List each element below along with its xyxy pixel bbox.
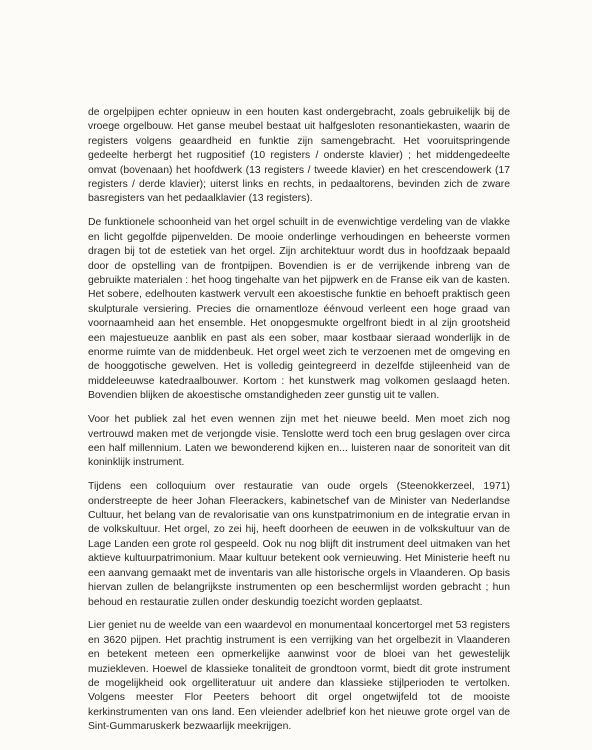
paragraph-2: De funktionele schoonheid van het orgel schuilt in de evenwichtige verdeling van de vlakke en licht gegolfde pijpenvelden. De mooie onderlinge verhoudingen en beheerste vormen dragen bij tot de estetiek van het orgel. Zijn architektuur wordt dus in hoofdzaak bepaald door de opstelling van de frontpijpen. Bovendien is er de verrijkende inbreng van de gebruikte materialen : het hoog tingehalte van het pijpwerk en de Franse eik van de kasten. Het sobere, edelhouten kastwerk vervult een akoestische funktie en behoeft praktisch geen skulpturale versiering. Precies die ornamentloze éénvoud verleent een hoge graad van voornaamheid aan het ensemble. Het onopgesmukte orgelfront biedt in al zijn grootsheid een majestueuze aanblik en past als een sober, maar kostbaar sieraad wonderlijk in de enorme ruimte van de middenbeuk. Het orgel weet zich te verzoenen met de omgeving en de hooggotische gewelven. Het is volledig geintegreerd in dezelfde stijleenheid van de middeleeuwse katedraalbouwer. Kortom : het kunstwerk mag volkomen geslaagd heten. Bovendien blijken de akoestische omstandigheden zeer gunstig uit te vallen. [88, 217, 510, 402]
paragraph-1: de orgelpijpen echter opnieuw in een houten kast ondergebracht, zoals gebruikelijk bij de vroege orgelbouw. Het ganse meubel bestaat uit halfgesloten resonantiekasten, waarin de registers volgens geaardheid en funktie zijn samengebracht. Het vooruitspringende gedeelte herbergt het rugpositief (10 registers / onderste klavier) ; het middengedeelte omvat (bovenaan) het hoofdwerk (13 registers / tweede klavier) en het crescendowerk (17 registers / derde klavier); uiterst links en rechts, in pedaaltorens, bevinden zich de zware basregisters van het pedaalklavier (13 registers). [88, 107, 510, 205]
paragraph-3: Voor het publiek zal het even wennen zijn met het nieuwe beeld. Men moet zich nog vertrouwd maken met de verjongde visie. Tenslotte werd toch een brug geslagen over circa een half millennium. Laten we bewonderend kijken en... luisteren naar de sonoriteit van dit koninklijk instrument. [88, 414, 510, 469]
text-column [88, 106, 510, 744]
paragraph-4: Tijdens een colloquium over restauratie van oude orgels (Steenokkerzeel, 1971) onderstreepte de heer Johan Fleerackers, kabinetschef van de Minister van Nederlandse Cultuur, het belang van de revalorisatie van ons kunstpatrimonium en de integratie ervan in de volkskultuur. Het orgel, zo zei hij, heeft doorheen de eeuwen in de volkskultuur van de Lage Landen een grote rol gespeeld. Ook nu nog blijft dit instrument deel uitmaken van het aktieve kultuurpatrimonium. Maar kultuur betekent ook vernieuwing. Het Ministerie heeft nu een aanvang gemaakt met de inventaris van alle historische orgels in Vlaanderen. Op basis hiervan zullen de belangrijkste instrumenten op een beschermlijst worden gebracht ; hun behoud en restauratie zullen onder deskundig toezicht worden geplaatst. [88, 481, 510, 608]
paragraph-5: Lier geniet nu de weelde van een waardevol en monumentaal koncertorgel met 53 registers en 3620 pijpen. Het prachtig instrument is een verrijking van het orgelbezit in Vlaanderen en betekent meteen een opmerkelijke aanwinst voor de bloei van het gewestelijk muziekleven. Hoewel de klassieke tonaliteit de grondtoon vormt, biedt dit grote instrument de mogelijkheid ook orgelliteratuur uit andere dan klassieke stijlperioden te vertolken. Volgens meester Flor Peeters behoort dit orgel ongetwijfeld tot de mooiste kerkinstrumenten van ons land. Een vleiender adelbrief kon het nieuwe grote orgel van de Sint-Gummaruskerk bezwaarlijk meekrijgen. [88, 620, 510, 733]
